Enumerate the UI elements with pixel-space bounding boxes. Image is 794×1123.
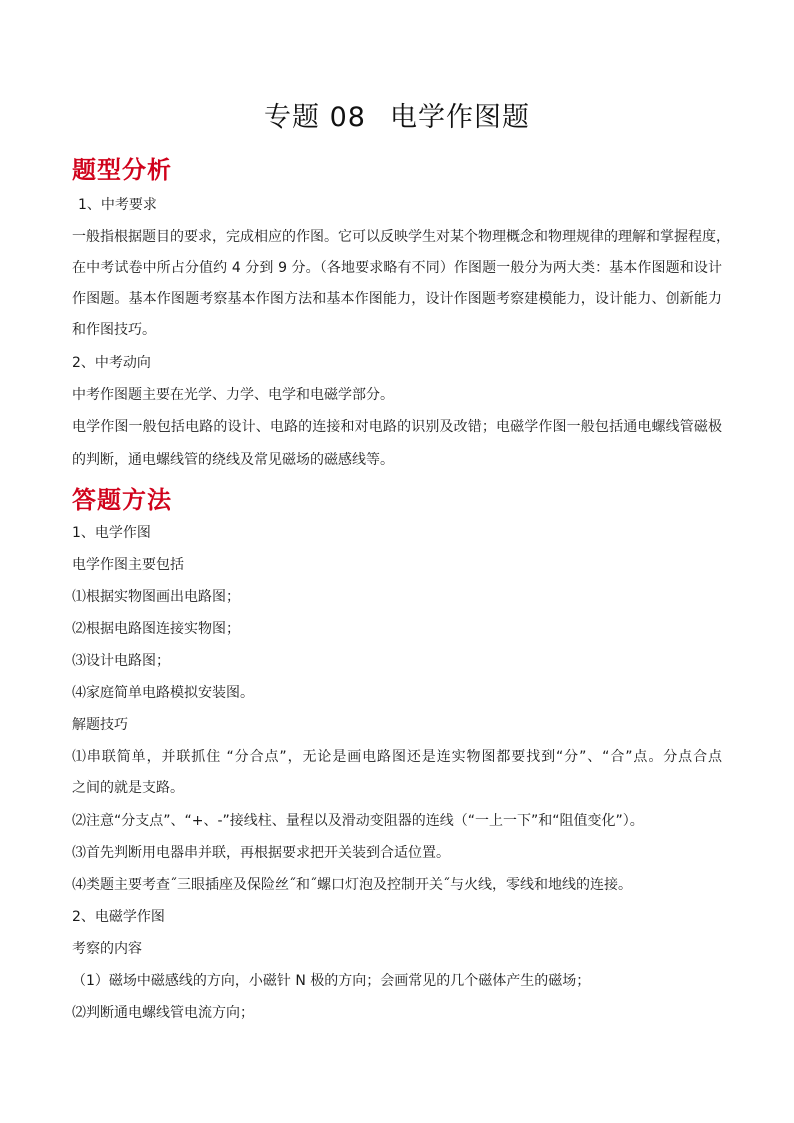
paragraph-line: 中考作图题主要在光学、力学、电学和电磁学部分。 bbox=[72, 387, 394, 403]
sub-heading-tips: 解题技巧 bbox=[72, 717, 128, 733]
content-line: （1）磁场中磁感线的方向，小磁针 N 极的方向；会画常见的几个磁体产生的磁场； bbox=[72, 973, 591, 989]
list-item: ⑴根据实物图画出电路图； bbox=[72, 589, 240, 605]
tip-line: ⑵注意“分支点”、“+、-”接线柱、量程以及滑动变阻器的连线（“一上一下”和“阻值变化”）。 bbox=[72, 813, 644, 829]
sub-heading-content: 考察的内容 bbox=[72, 941, 142, 957]
list-item: ⑶设计电路图； bbox=[72, 653, 170, 669]
title-prefix: 专题 08 bbox=[264, 102, 366, 133]
paragraph-line: 作图题。基本作图题考察基本作图方法和基本作图能力，设计作图题考察建模能力，设计能力、创新能力 bbox=[72, 291, 722, 307]
tip-line: ⑷类题主要考查˝三眼插座及保险丝˝和˝螺口灯泡及控制开关˝与火线，零线和地线的连接。 bbox=[72, 877, 632, 893]
list-item: ⑵根据电路图连接实物图； bbox=[72, 621, 240, 637]
paragraph-line: 在中考试卷中所占分值约 4 分到 9 分。（各地要求略有不同）作图题一般分为两大类：基本作图题和设计 bbox=[72, 260, 722, 276]
content-line: ⑵判断通电螺线管电流方向； bbox=[72, 1005, 254, 1021]
item-label-electric-drawing: 1、电学作图 bbox=[72, 525, 151, 541]
item-label-magnetic-drawing: 2、电磁学作图 bbox=[72, 909, 165, 925]
item-label-requirements: 1、中考要求 bbox=[78, 197, 157, 213]
title-main: 电学作图题 bbox=[389, 102, 530, 133]
tip-line: ⑶首先判断用电器串并联，再根据要求把开关装到合适位置。 bbox=[72, 845, 450, 861]
section-heading-analysis: 题型分析 bbox=[72, 156, 172, 184]
paragraph-line: 和作图技巧。 bbox=[72, 322, 156, 338]
tip-line: 之间的就是支路。 bbox=[72, 780, 184, 796]
list-item: ⑷家庭简单电路模拟安装图。 bbox=[72, 685, 254, 701]
page-title bbox=[0, 98, 794, 138]
tip-line: ⑴串联简单，并联抓住 “分合点”，无论是画电路图还是连实物图都要找到“分”、“合”点。分点合点 bbox=[72, 749, 722, 765]
section-heading-method: 答题方法 bbox=[72, 486, 172, 514]
item-label-trends: 2、中考动向 bbox=[72, 355, 151, 371]
paragraph-line: 一般指根据题目的要求，完成相应的作图。它可以反映学生对某个物理概念和物理规律的理解和掌握程度， bbox=[72, 229, 730, 245]
paragraph-line: 的判断，通电螺线管的绕线及常见磁场的磁感线等。 bbox=[72, 452, 394, 468]
paragraph-line: 电学作图主要包括 bbox=[72, 557, 184, 573]
paragraph-line: 电学作图一般包括电路的设计、电路的连接和对电路的识别及改错；电磁学作图一般包括通电螺线管磁极 bbox=[72, 419, 722, 435]
